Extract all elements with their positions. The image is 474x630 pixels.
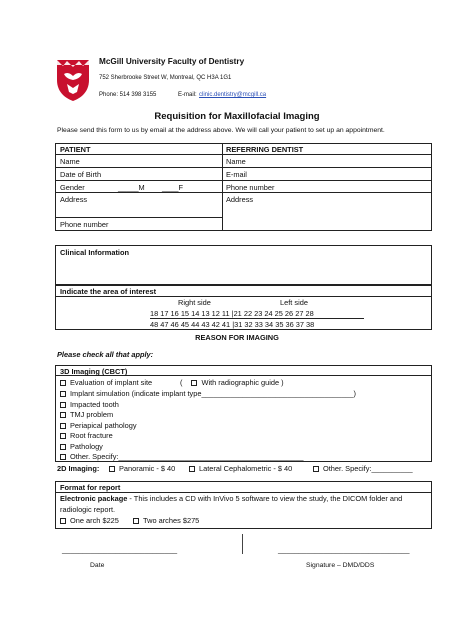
date-label: Date	[90, 562, 105, 569]
checkbox[interactable]	[313, 466, 319, 472]
patient-dob-field[interactable]: Date of Birth	[60, 170, 102, 179]
upper-teeth-numbers[interactable]: 18 17 16 15 14 13 12 11 |21 22 23 24 25 26 27 28	[150, 309, 314, 318]
date-line[interactable]: ____________________________	[62, 545, 178, 554]
dentist-name-field[interactable]: Name	[226, 157, 246, 166]
cbct-item-pathology[interactable]: Pathology	[60, 442, 103, 451]
check-all-label: Please check all that apply:	[57, 350, 154, 359]
dentist-phone-field[interactable]: Phone number	[226, 183, 275, 192]
cbct-item-periapical[interactable]: Periapical pathology	[60, 421, 137, 430]
clinical-info-heading: Clinical Information	[60, 248, 129, 257]
page-title: Requisition for Maxillofacial Imaging	[154, 111, 320, 122]
patient-heading: PATIENT	[60, 145, 91, 154]
electronic-package-text: Electronic package - This includes a CD with InVivo 5 software to view the study, the DICOM folder and	[60, 494, 403, 503]
checkbox[interactable]	[191, 380, 197, 386]
dentist-email-field[interactable]: E-mail	[226, 170, 247, 179]
lower-teeth-numbers[interactable]: 48 47 46 45 44 43 42 41 |31 32 33 34 35 36 37 38	[150, 320, 315, 329]
cbct-heading: 3D Imaging (CBCT)	[60, 367, 128, 376]
checkbox[interactable]	[109, 466, 115, 472]
reason-heading: REASON FOR IMAGING	[195, 333, 279, 342]
electronic-package-text-2: radiologic report.	[60, 505, 116, 514]
other-2d-option[interactable]: Other. Specify:__________	[313, 464, 413, 473]
checkbox[interactable]	[60, 402, 66, 408]
checkbox[interactable]	[60, 391, 66, 397]
signature-label: Signature – DMD/DDS	[306, 562, 375, 569]
checkbox[interactable]	[189, 466, 195, 472]
radiographic-guide-option[interactable]: ( With radiographic guide )	[180, 378, 284, 387]
imaging-2d-label: 2D Imaging:	[57, 464, 100, 473]
patient-gender-m[interactable]: _____M	[118, 183, 145, 192]
signature-line[interactable]: ________________________________	[278, 545, 410, 554]
patient-address-field[interactable]: Address	[60, 195, 88, 204]
dentist-address-field[interactable]: Address	[226, 195, 254, 204]
cbct-item-tmj[interactable]: TMJ problem	[60, 410, 113, 419]
intro-text: Please send this form to us by email at the address above. We will call your patient to set up an appointment.	[57, 127, 385, 134]
lateral-ceph-option[interactable]: Lateral Cephalometric - $ 40	[189, 464, 292, 473]
patient-phone-field[interactable]: Phone number	[60, 220, 109, 229]
cbct-item-root-fracture[interactable]: Root fracture	[60, 431, 113, 440]
patient-name-field[interactable]: Name	[60, 157, 80, 166]
cbct-item-implant-simulation[interactable]: Implant simulation (indicate implant type_____________________________________)	[60, 389, 356, 398]
checkbox[interactable]	[133, 518, 139, 524]
panoramic-option[interactable]: Panoramic - $ 40	[109, 464, 175, 473]
checkbox[interactable]	[60, 412, 66, 418]
cbct-item-other[interactable]: Other. Specify:_____________________________________________	[60, 452, 303, 461]
checkbox[interactable]	[60, 380, 66, 386]
signature-divider	[242, 534, 243, 554]
left-side-label: Left side	[280, 298, 308, 307]
org-address: 752 Sherbrooke Street W, Montreal, QC H3A 1G1	[99, 75, 232, 81]
checkbox[interactable]	[60, 433, 66, 439]
checkbox[interactable]	[60, 454, 66, 460]
checkbox[interactable]	[60, 423, 66, 429]
org-email-label: E-mail:	[178, 92, 197, 98]
right-side-label: Right side	[178, 298, 211, 307]
patient-gender-f[interactable]: ____F	[162, 183, 183, 192]
two-arches-option[interactable]: Two arches $275	[133, 516, 199, 525]
org-phone: Phone: 514 398 3155	[99, 92, 157, 98]
org-name: McGill University Faculty of Dentistry	[99, 57, 245, 66]
area-heading: Indicate the area of interest	[60, 287, 157, 296]
checkbox[interactable]	[60, 444, 66, 450]
patient-gender-label: Gender	[60, 183, 85, 192]
checkbox[interactable]	[60, 518, 66, 524]
report-heading: Format for report	[60, 483, 121, 492]
cbct-item-implant-site[interactable]: Evaluation of implant site	[60, 378, 152, 387]
one-arch-option[interactable]: One arch $225	[60, 516, 119, 525]
dentist-heading: REFERRING DENTIST	[226, 145, 304, 154]
org-email-link[interactable]: clinic.dentistry@mcgill.ca	[199, 92, 267, 98]
mcgill-logo	[55, 58, 91, 102]
cbct-item-impacted-tooth[interactable]: Impacted tooth	[60, 400, 119, 409]
